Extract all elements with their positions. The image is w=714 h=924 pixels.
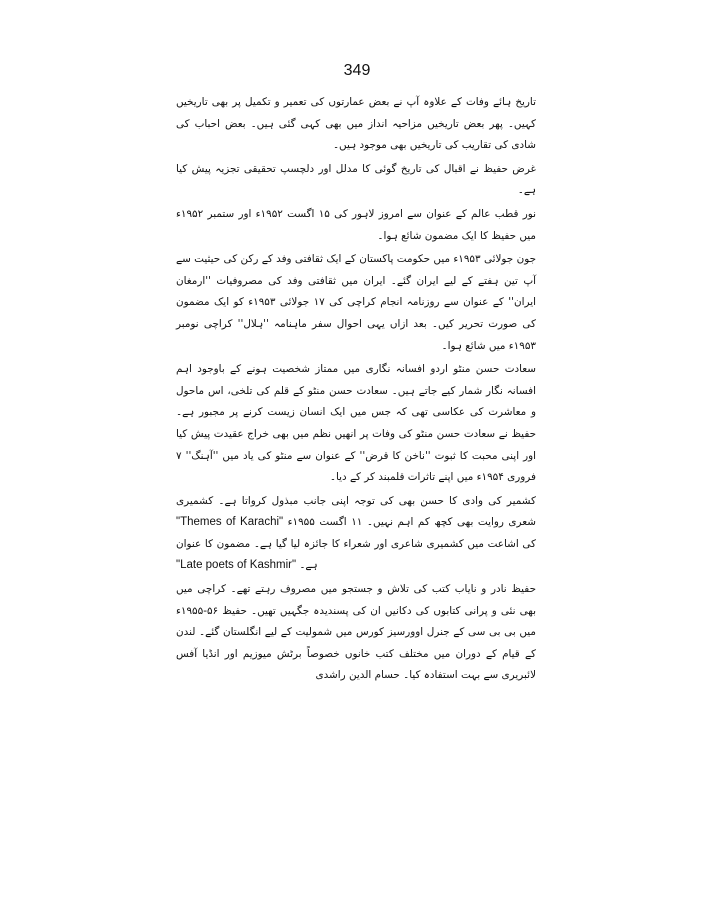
- paragraph-kashmir: [176, 491, 536, 577]
- paragraph-manto: سعادت حسن منٹو اردو افسانہ نگاری میں ممتاز شخصیت ہونے کے باوجود اہم افسانہ نگار شمار کیے جاتے ہیں۔ سعادت حسن منٹو کے قلم کی تلخی، اس ماحول و معاشرت کی عکاسی تھی کہ جس میں ایک انسان زیست کرنے پر مجبور ہے۔ حفیظ نے سعادت حسن منٹو کی وفات پر انھیں نظم میں بھی خراج عقیدت پیش کیا اور اپنی محبت کا ثبوت ''ناخن کا قرض'' کے عنوان سے منٹو کی یاد میں ''آہنگ'' ۷ فروری ۱۹۵۴ء میں اپنے تاثرات قلمبند کر کے دیا۔: [176, 363, 536, 484]
- kashmir-text-before: کشمیر کی وادی کا حسن بھی کی توجہ اپنی جانب مبذول کرواتا ہے۔ کشمیری شعری روایت بھی کچھ کم اہم نہیں۔ ۱۱ اگست ۱۹۵۵ء: [176, 494, 536, 529]
- page-number: 349: [343, 62, 371, 79]
- paragraph-noor-qutb: نور قطب عالم کے عنوان سے امروز لاہور کی ۱۵ اگست ۱۹۵۲ء اور ستمبر ۱۹۵۲ء میں حفیظ کا ایک مضمون شائع ہوا۔: [176, 207, 536, 242]
- paragraph-books: حفیظ نادر و نایاب کتب کی تلاش و جستجو میں مصروف رہتے تھے۔ کراچی میں بھی نئی و پرانی کتابوں کی دکانیں ان کی پسندیدہ جگہیں تھیں۔ حفیظ ۵۶-۱۹۵۵ء میں بی بی سی کے جنرل اوورسیز کورس میں شمولیت کے لیے انگلستان گئے۔ لندن کے قیام کے دوران میں مختلف کتب خانوں خصوصاً برٹش میوزیم اور انڈیا آفس لائبریری سے بہت استفادہ کیا۔ حسام الدین راشدی: [176, 583, 536, 682]
- kashmir-english-title-2: "Late poets of Kashmir": [176, 559, 297, 572]
- kashmir-english-title-1: "Themes of Karachi": [176, 516, 284, 529]
- kashmir-text-middle: کی اشاعت میں کشمیری شاعری اور شعراء کا جائزہ لیا گیا ہے۔ مضمون کا عنوان ہے۔: [176, 537, 536, 572]
- paragraph-iran: جون جولائی ۱۹۵۳ء میں حکومت پاکستان کے ایک ثقافتی وفد کے رکن کی حیثیت سے آپ تین ہفتے کے لیے ایران گئے۔ ایران میں ثقافتی وفد کی مصروفیات ''ارمغان ایران'' کے عنوان سے روزنامہ انجام کراچی کی ۱۷ جولائی ۱۹۵۳ء کو ایک مضمون کی صورت تحریر کیں۔ بعد ازاں یہی احوال سفر ماہنامہ ''ہلال'' کراچی نومبر ۱۹۵۳ء میں شائع ہوا۔: [176, 253, 536, 352]
- body-text: [176, 92, 536, 689]
- paragraph-iqbal: غرض حفیظ نے اقبال کی تاریخ گوئی کا مدلل اور دلچسپ تحقیقی تجزیہ پیش کیا ہے۔: [176, 162, 536, 197]
- paragraph-dates: تاریخ ہائے وفات کے علاوہ آپ نے بعض عمارتوں کی تعمیر و تکمیل پر بھی تاریخیں کہیں۔ پھر بعض تاریخیں مزاحیہ انداز میں بھی کہی گئی ہیں۔ بعض احباب کی شادی کی تقاریب کی تاریخیں بھی موجود ہیں۔: [176, 96, 536, 152]
